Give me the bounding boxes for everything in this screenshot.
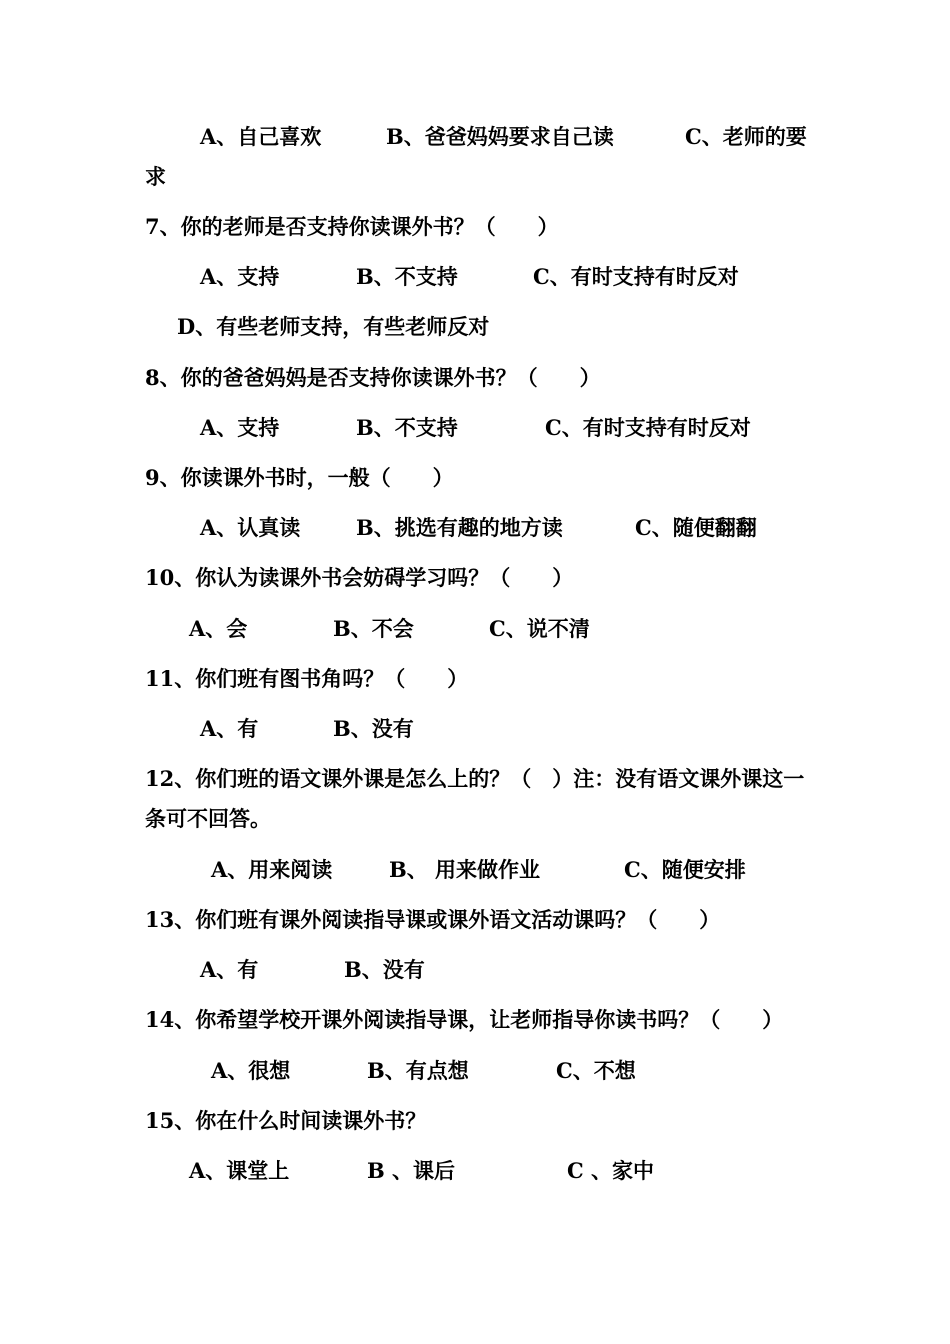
q10-option-c: C、说不清 [489, 616, 590, 641]
q10-text: 10、你认为读课外书会妨碍学习吗？（ ） [145, 565, 574, 590]
q13-text: 13、你们班有课外阅读指导课或课外语文活动课吗？（ ） [145, 907, 721, 932]
q13-option-a: A、有 [200, 957, 259, 982]
q8-text: 8、你的爸爸妈妈是否支持你读课外书？（ ） [145, 365, 601, 390]
q15-text: 15、你在什么时间读课外书？ [145, 1108, 427, 1133]
q7-option-d: D、有些老师支持，有些老师反对 [177, 314, 490, 339]
q14-option-b: B、有点想 [367, 1058, 469, 1083]
q8-option-a: A、支持 [200, 415, 280, 440]
q7-text: 7、你的老师是否支持你读课外书？（ ） [145, 214, 559, 239]
q9-option-b: B、挑选有趣的地方读 [356, 515, 563, 540]
q6-option-c: C、老师的要 [685, 124, 807, 149]
q12-option-a: A、用来阅读 [211, 857, 333, 882]
q9-text: 9、你读课外书时，一般（ ） [145, 465, 454, 490]
q11-text: 11、你们班有图书角吗？（ ） [145, 666, 469, 691]
q6-option-a: A、自己喜欢 [200, 124, 322, 149]
q9-option-a: A、认真读 [200, 515, 301, 540]
q11-option-a: A、有 [200, 716, 259, 741]
q8-option-b: B、不支持 [356, 415, 458, 440]
q12-option-b: B、 用来做作业 [389, 857, 541, 882]
q15-option-b: B 、课后 [367, 1158, 456, 1183]
q12-option-c: C、随便安排 [624, 857, 746, 882]
q12-text-wrap: 条可不回答。 [145, 806, 271, 831]
q7-option-c: C、有时支持有时反对 [533, 264, 739, 289]
q15-option-c: C 、家中 [567, 1158, 655, 1183]
q6-option-c-wrap: 求 [145, 164, 166, 189]
q15-option-a: A、课堂上 [189, 1158, 290, 1183]
q7-option-a: A、支持 [200, 264, 280, 289]
q12-text: 12、你们班的语文课外课是怎么上的？（ ）注：没有语文课外课这一 [145, 766, 805, 791]
q13-option-b: B、没有 [344, 957, 425, 982]
q6-option-b: B、爸爸妈妈要求自己读 [386, 124, 614, 149]
q14-text: 14、你希望学校开课外阅读指导课，让老师指导你读书吗？（ ） [145, 1007, 784, 1032]
q7-option-b: B、不支持 [356, 264, 458, 289]
q14-option-c: C、不想 [556, 1058, 636, 1083]
q9-option-c: C、随便翻翻 [635, 515, 757, 540]
q10-option-a: A、会 [189, 616, 248, 641]
q10-option-b: B、不会 [333, 616, 414, 641]
q8-option-c: C、有时支持有时反对 [545, 415, 751, 440]
q11-option-b: B、没有 [333, 716, 414, 741]
q14-option-a: A、很想 [211, 1058, 291, 1083]
